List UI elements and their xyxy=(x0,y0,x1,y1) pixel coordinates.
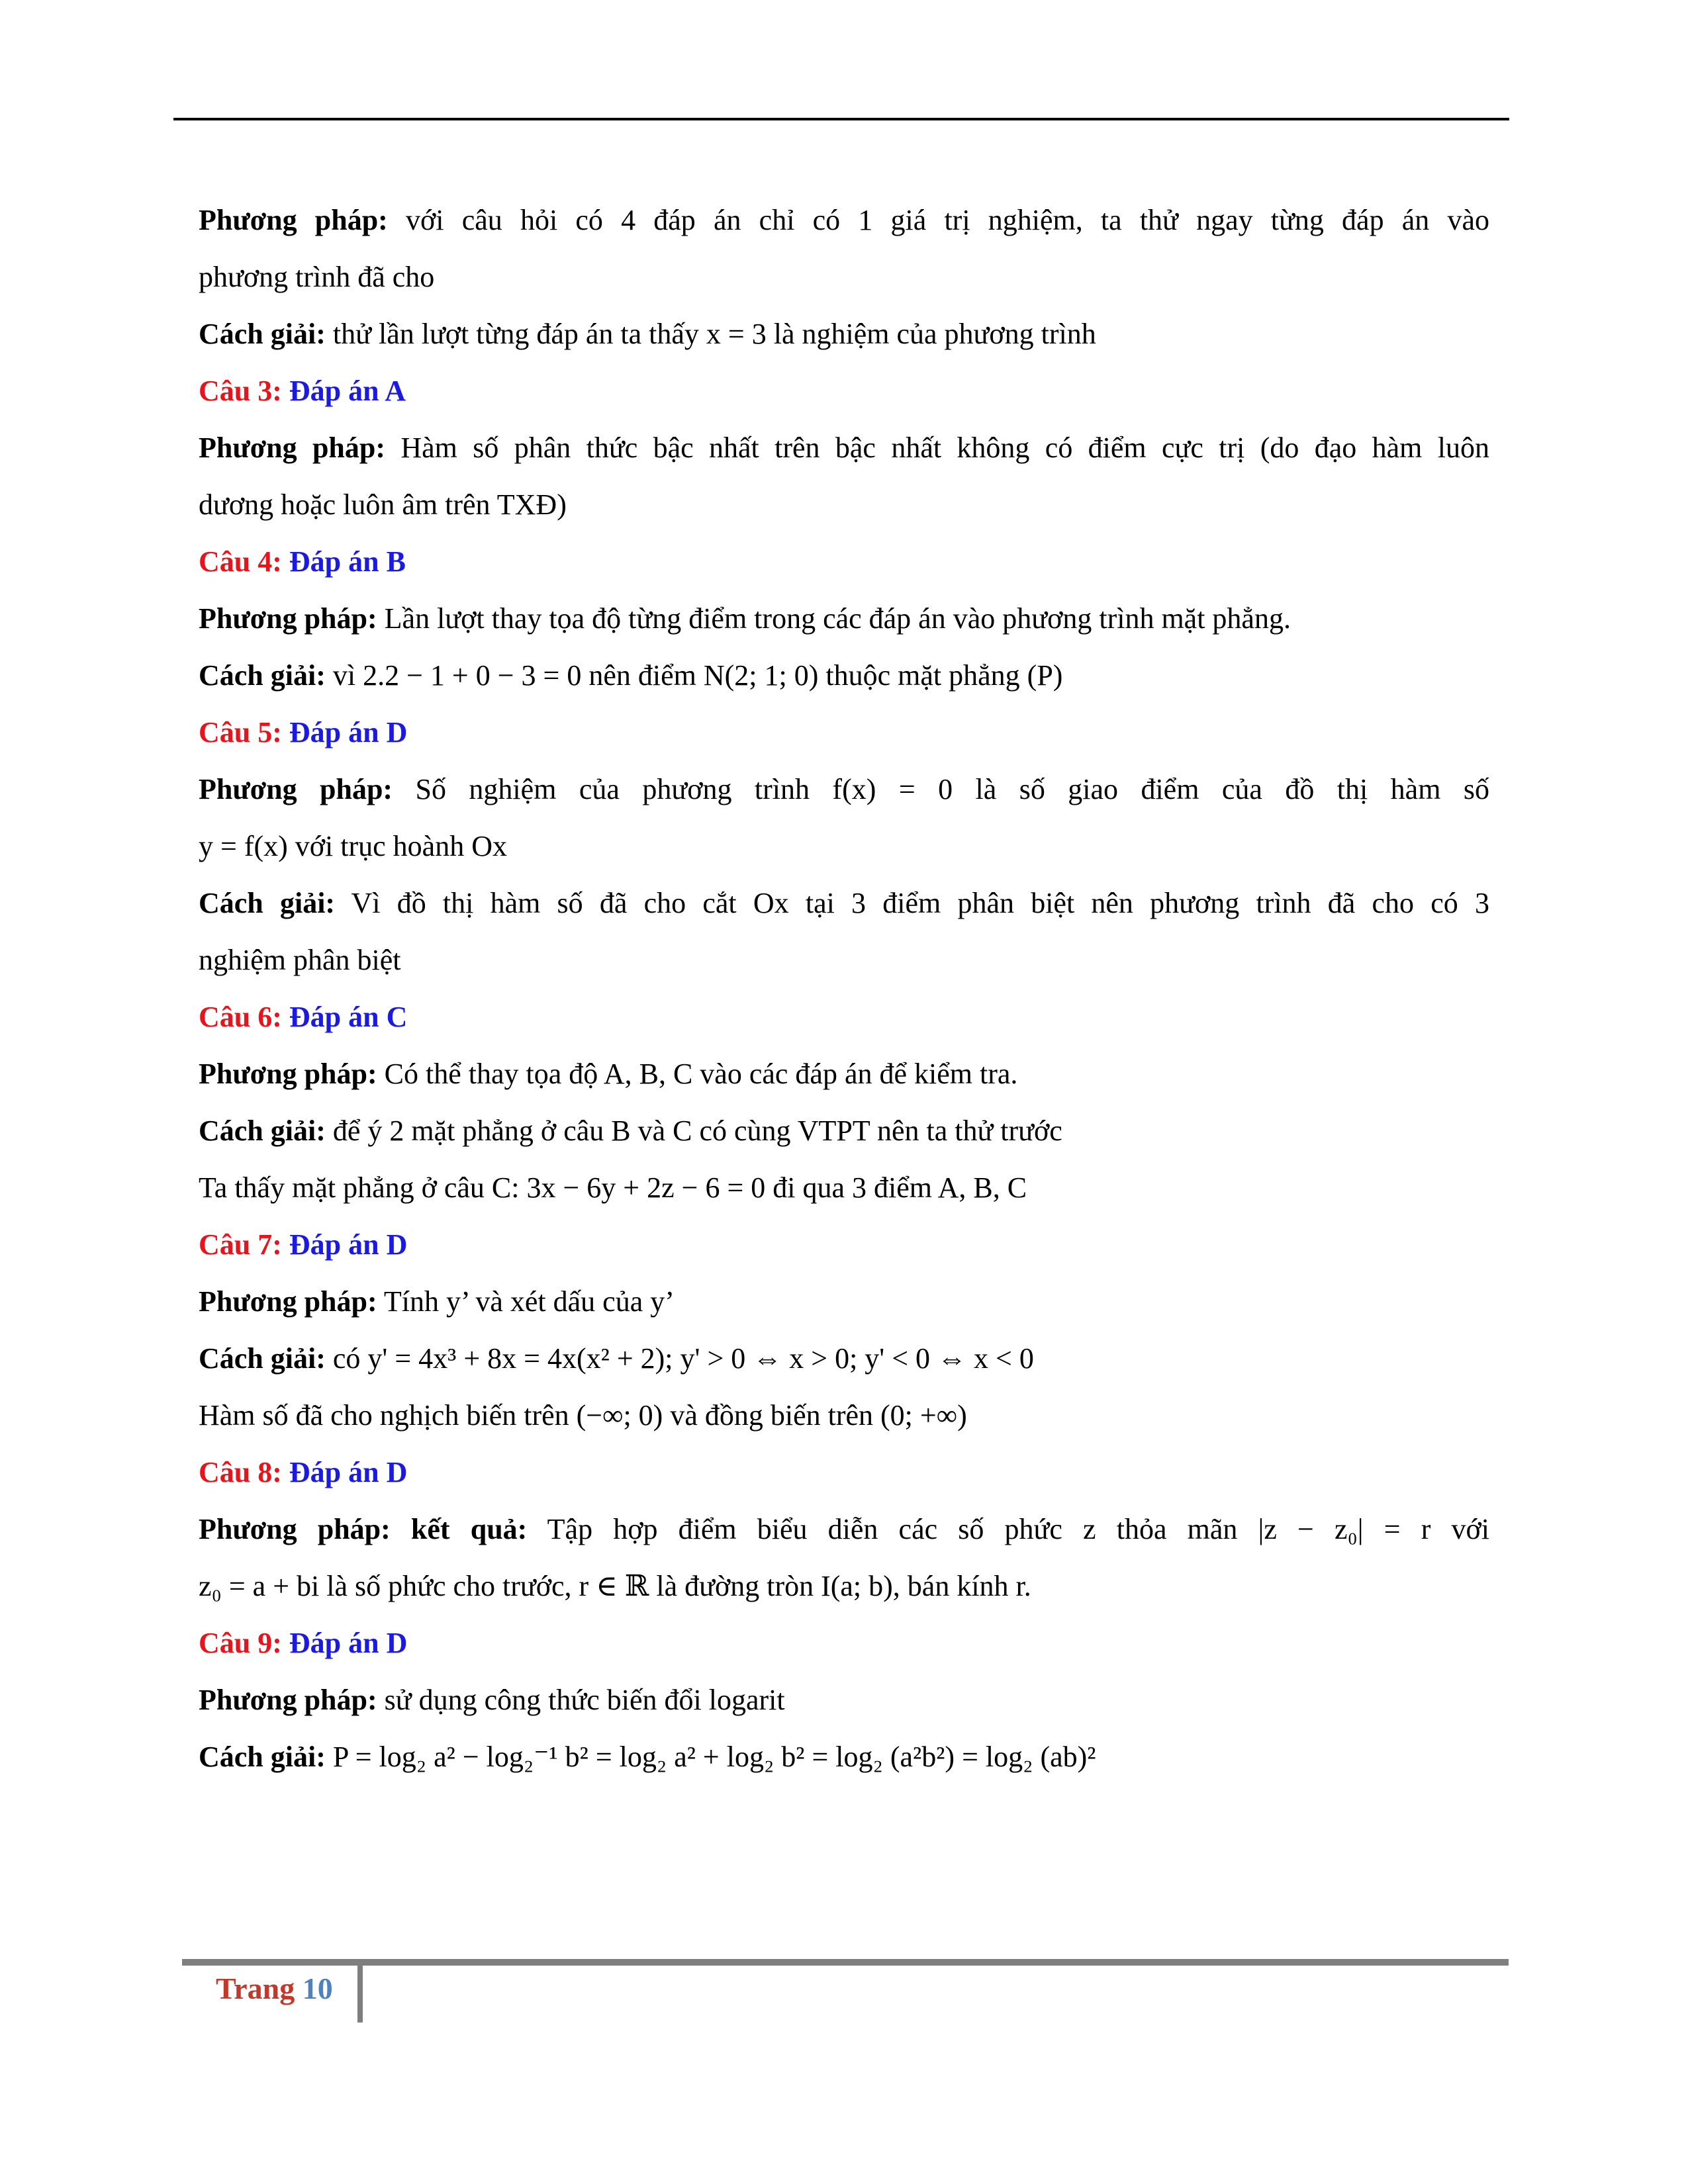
answer-key: Đáp án D xyxy=(281,1228,408,1261)
text-line xyxy=(199,1387,1489,1444)
question-heading xyxy=(199,533,1489,590)
question-heading xyxy=(199,989,1489,1046)
line-text: z₀ = a + bi là số phức cho trước, r ∈ ℝ là đường tròn I(a; b), bán kính r. xyxy=(199,1570,1031,1602)
footer-divider xyxy=(357,1963,363,2023)
question-number: Câu 8: xyxy=(199,1456,282,1488)
text-line xyxy=(199,192,1489,249)
question-heading xyxy=(199,704,1489,761)
line-label: Phương pháp: xyxy=(199,1285,377,1318)
question-number: Câu 9: xyxy=(199,1627,282,1659)
line-text: vì 2.2 − 1 + 0 − 3 = 0 nên điểm N(2; 1; 0) thuộc mặt phẳng (P) xyxy=(325,659,1063,692)
line-text: Hàm số đã cho nghịch biến trên (−∞; 0) và đồng biến trên (0; +∞) xyxy=(199,1399,967,1432)
footer-rule xyxy=(182,1959,1509,1966)
line-text: Hàm số phân thức bậc nhất trên bậc nhất không có điểm cực trị (do đạo hàm luôn xyxy=(385,432,1489,464)
line-label: Phương pháp: xyxy=(199,602,377,635)
line-label: Cách giải: xyxy=(199,887,336,919)
line-text: P = log₂ a² − log₂⁻¹ b² = log₂ a² + log₂ b² = log₂ (a²b²) = log₂ (ab)² xyxy=(325,1741,1096,1773)
line-text: để ý 2 mặt phẳng ở câu B và C có cùng VTPT nên ta thử trước xyxy=(325,1115,1062,1147)
document-body xyxy=(199,192,1489,1786)
line-label: Phương pháp: xyxy=(199,204,388,236)
line-text: Ta thấy mặt phẳng ở câu C: 3x − 6y + 2z − 6 = 0 đi qua 3 điểm A, B, C xyxy=(199,1171,1027,1204)
page-number: 10 xyxy=(302,1972,333,2005)
line-label: Phương pháp: xyxy=(199,773,393,805)
question-number: Câu 4: xyxy=(199,545,282,578)
text-line xyxy=(199,249,1489,306)
answer-key: Đáp án C xyxy=(281,1001,408,1033)
text-line xyxy=(199,420,1489,477)
line-text: với câu hỏi có 4 đáp án chỉ có 1 giá trị nghiệm, ta thử ngay từng đáp án vào xyxy=(387,204,1490,236)
line-text: Số nghiệm của phương trình f(x) = 0 là số giao điểm của đồ thị hàm số xyxy=(393,773,1489,805)
text-line xyxy=(199,1160,1489,1216)
text-line xyxy=(199,1729,1489,1786)
line-text: Có thể thay tọa độ A, B, C vào các đáp án để kiểm tra. xyxy=(377,1058,1018,1090)
line-label: Phương pháp: xyxy=(199,1058,377,1090)
text-line xyxy=(199,761,1489,818)
answer-key: Đáp án D xyxy=(281,1456,408,1488)
text-line xyxy=(199,477,1489,533)
question-heading xyxy=(199,1444,1489,1501)
text-line xyxy=(199,1103,1489,1160)
question-number: Câu 5: xyxy=(199,716,282,749)
question-number: Câu 6: xyxy=(199,1001,282,1033)
line-text: có y' = 4x³ + 8x = 4x(x² + 2); y' > 0 ⇔ x > 0; y' < 0 ⇔ x < 0 xyxy=(325,1342,1034,1375)
text-line xyxy=(199,590,1489,647)
text-line xyxy=(199,647,1489,704)
line-label: Cách giải: xyxy=(199,1342,326,1375)
question-number: Câu 7: xyxy=(199,1228,282,1261)
text-line xyxy=(199,875,1489,932)
text-line xyxy=(199,818,1489,875)
answer-key: Đáp án D xyxy=(281,716,408,749)
text-line xyxy=(199,1330,1489,1387)
text-line xyxy=(199,932,1489,989)
line-text: Tập hợp điểm biểu diễn các số phức z thỏa mãn |z − z₀| = r với xyxy=(527,1513,1489,1545)
text-line xyxy=(199,306,1489,363)
line-label: Cách giải: xyxy=(199,1741,326,1773)
footer-label: Trang xyxy=(216,1972,295,2005)
answer-key: Đáp án D xyxy=(281,1627,408,1659)
line-label: Phương pháp: kết quả: xyxy=(199,1513,528,1545)
line-text: y = f(x) với trục hoành Ox xyxy=(199,830,507,862)
text-line xyxy=(199,1273,1489,1330)
question-number: Câu 3: xyxy=(199,375,282,407)
page-footer xyxy=(216,1971,333,2006)
text-line xyxy=(199,1558,1489,1615)
line-label: Phương pháp: xyxy=(199,1684,377,1716)
text-line xyxy=(199,1672,1489,1729)
line-label: Cách giải: xyxy=(199,659,326,692)
line-text: phương trình đã cho xyxy=(199,261,435,293)
line-label: Phương pháp: xyxy=(199,432,386,464)
line-label: Cách giải: xyxy=(199,318,326,350)
text-line xyxy=(199,1501,1489,1558)
question-heading xyxy=(199,1216,1489,1273)
question-heading xyxy=(199,1615,1489,1672)
line-text: dương hoặc luôn âm trên TXĐ) xyxy=(199,488,567,521)
line-text: Tính y’ và xét dấu của y’ xyxy=(377,1285,675,1318)
line-label: Cách giải: xyxy=(199,1115,326,1147)
line-text: Lần lượt thay tọa độ từng điểm trong các đáp án vào phương trình mặt phẳng. xyxy=(377,602,1291,635)
line-text: Vì đồ thị hàm số đã cho cắt Ox tại 3 điểm phân biệt nên phương trình đã cho có 3 xyxy=(335,887,1489,919)
line-text: nghiệm phân biệt xyxy=(199,944,401,976)
text-line xyxy=(199,1046,1489,1103)
line-text: sử dụng công thức biến đổi logarit xyxy=(377,1684,785,1716)
answer-key: Đáp án B xyxy=(281,545,406,578)
header-rule xyxy=(173,118,1509,120)
line-text: thử lần lượt từng đáp án ta thấy x = 3 là nghiệm của phương trình xyxy=(325,318,1096,350)
answer-key: Đáp án A xyxy=(281,375,406,407)
question-heading xyxy=(199,363,1489,420)
